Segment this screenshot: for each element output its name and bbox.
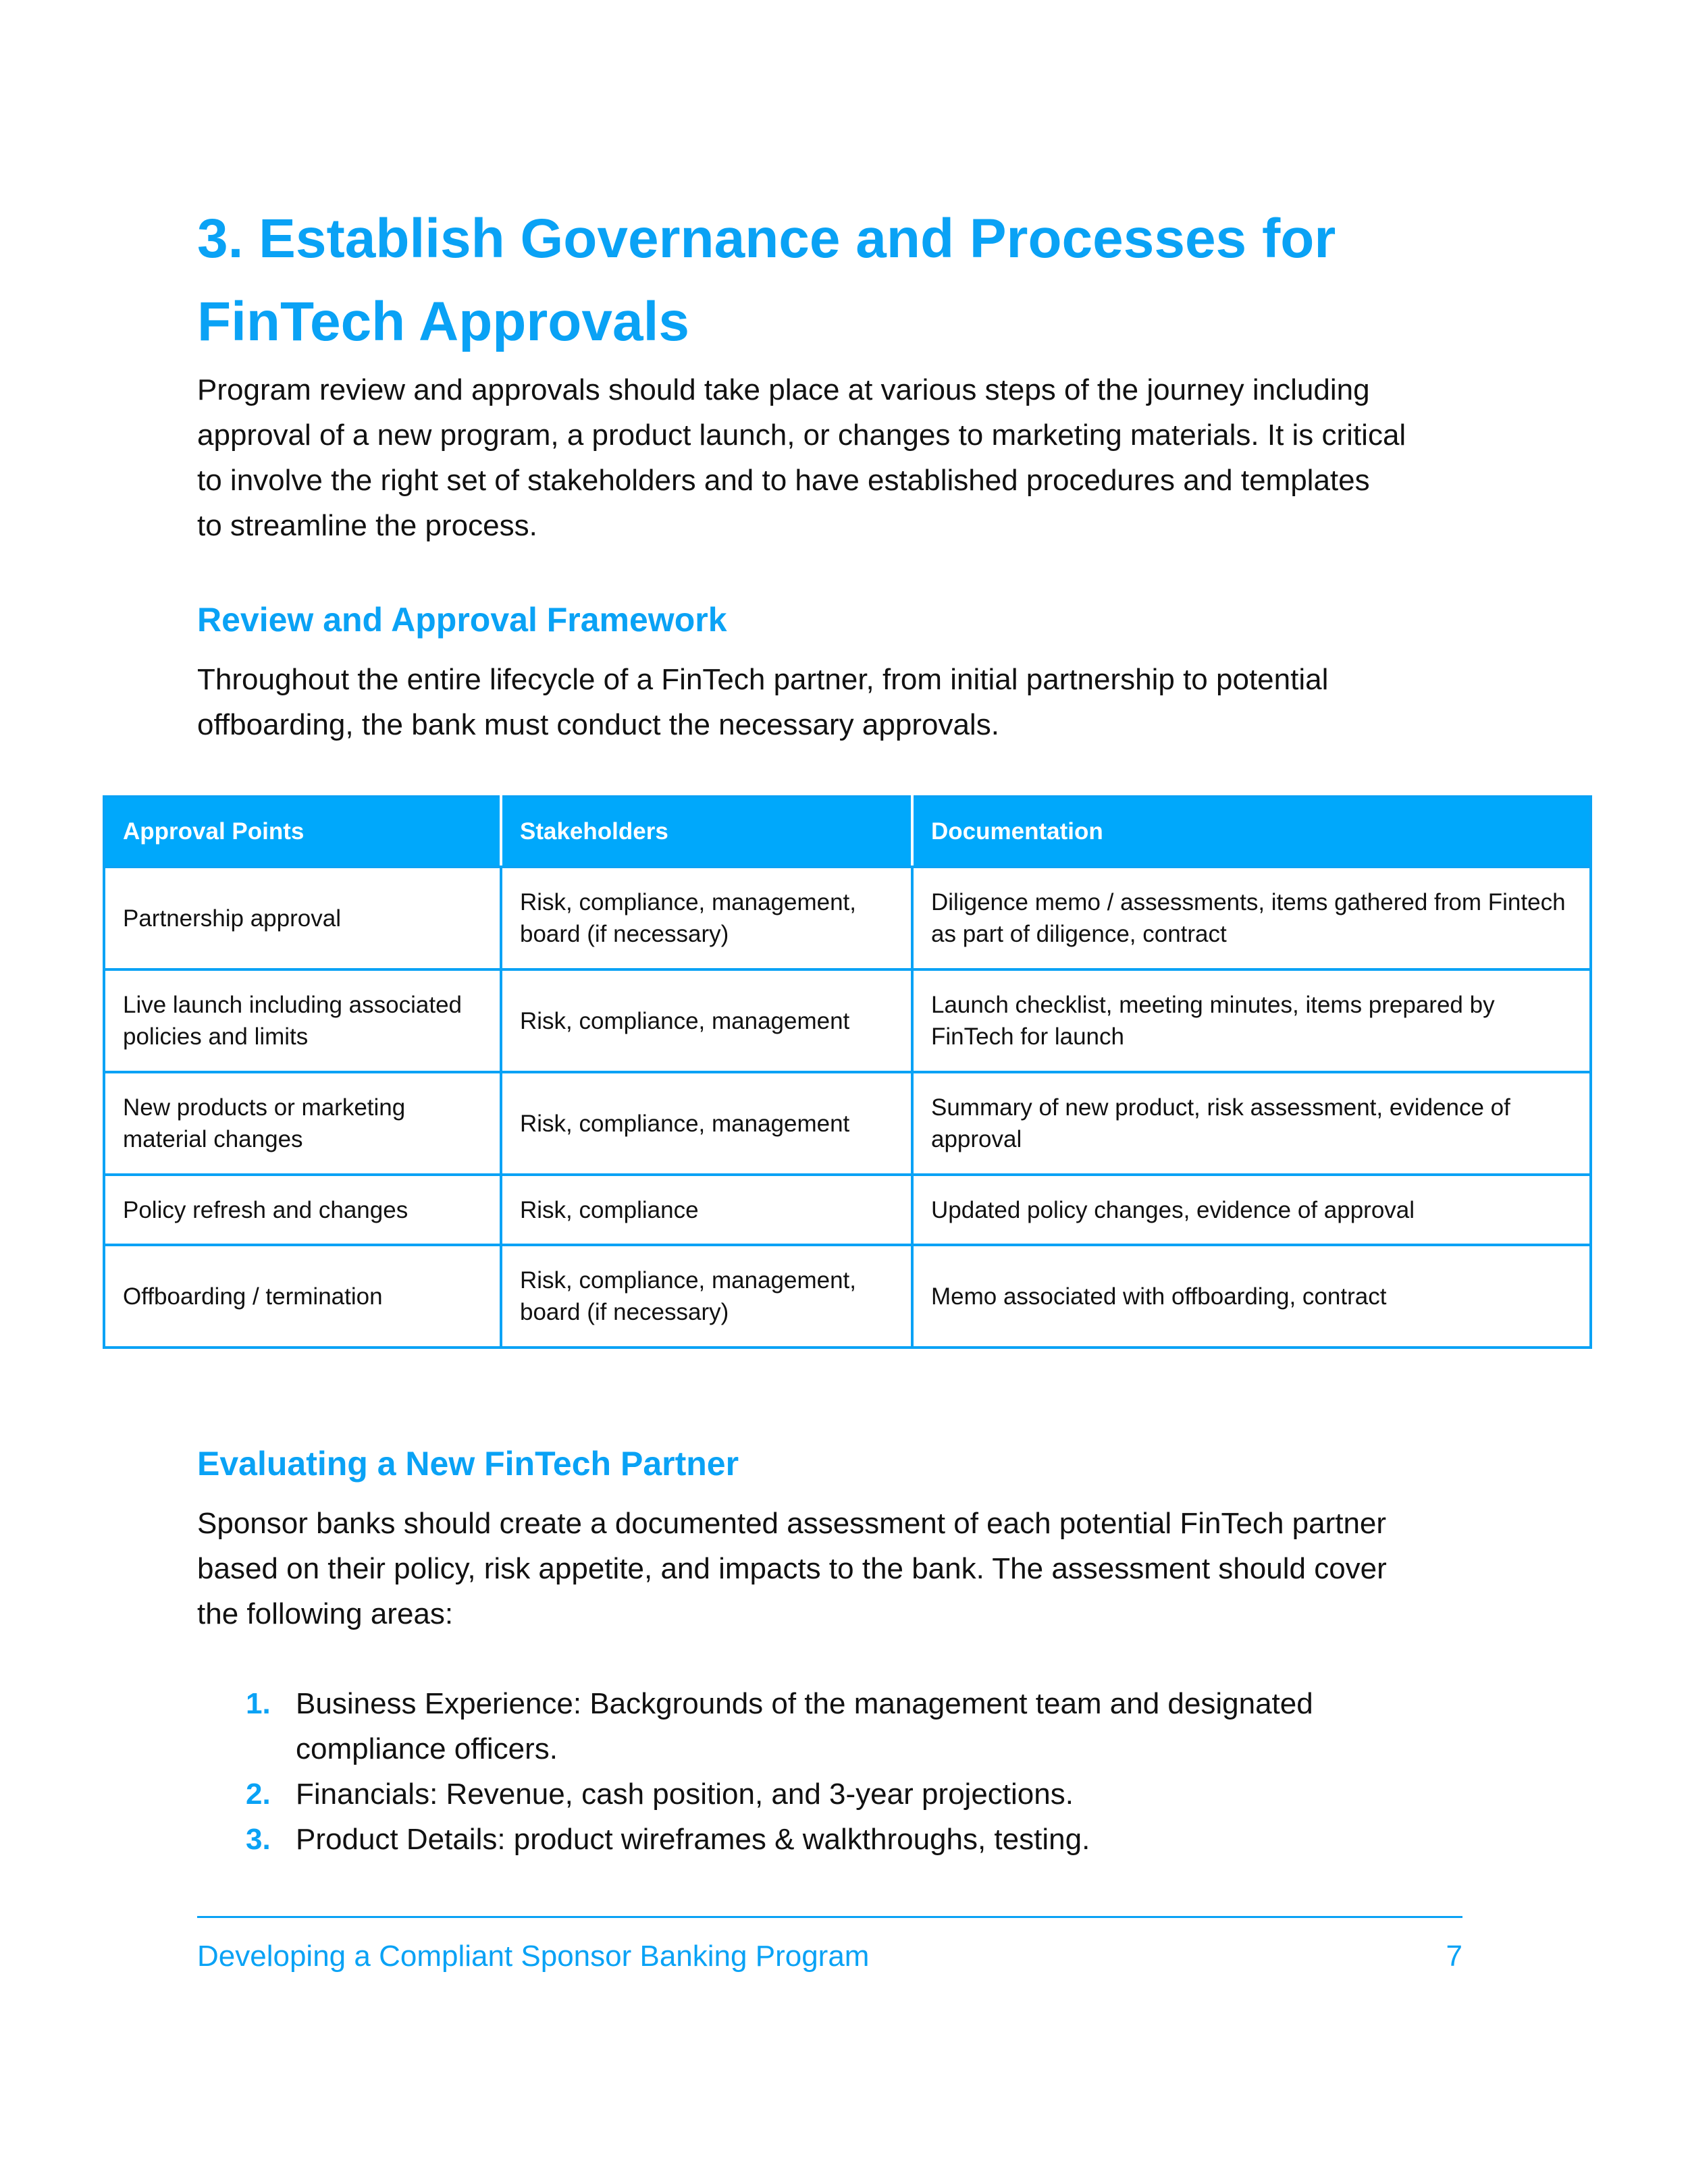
evaluating-line: Sponsor banks should create a documented assessment of each potential FinTech partner xyxy=(197,1507,1387,1540)
documentation-cell: Updated policy changes, evidence of approval xyxy=(912,1175,1591,1245)
list-item-line: Business Experience: Backgrounds of the management team and designated xyxy=(296,1687,1313,1720)
documentation-cell: Diligence memo / assessments, items gathered from Fintech as part of diligence, contract xyxy=(912,867,1591,969)
stakeholders-cell: Risk, compliance, management, board (if necessary) xyxy=(501,867,912,969)
table-header-row xyxy=(104,797,1591,867)
table-row xyxy=(104,1175,1591,1245)
footer-title: Developing a Compliant Sponsor Banking Program xyxy=(197,1940,870,1973)
list-number: 2. xyxy=(246,1778,271,1811)
documentation-cell: Memo associated with offboarding, contract xyxy=(912,1245,1591,1348)
framework-line: offboarding, the bank must conduct the necessary approvals. xyxy=(197,708,999,741)
approval-point-cell: Partnership approval xyxy=(104,867,501,969)
intro-line: to streamline the process. xyxy=(197,509,537,542)
stakeholders-cell: Risk, compliance, management xyxy=(501,969,912,1072)
list-item xyxy=(197,1681,1313,1772)
approval-point-cell: Live launch including associated policies and limits xyxy=(104,969,501,1072)
footer-divider xyxy=(197,1916,1462,1918)
list-number: 1. xyxy=(246,1687,271,1720)
list-number: 3. xyxy=(246,1823,271,1856)
header-approval-points: Approval Points xyxy=(104,797,501,867)
framework-paragraph xyxy=(197,657,1328,747)
intro-line: Program review and approvals should take place at various steps of the journey including xyxy=(197,373,1370,406)
stakeholders-cell: Risk, compliance, management, board (if necessary) xyxy=(501,1245,912,1348)
table-row xyxy=(104,969,1591,1072)
documentation-cell: Launch checklist, meeting minutes, items prepared by FinTech for launch xyxy=(912,969,1591,1072)
framework-heading: Review and Approval Framework xyxy=(197,601,727,639)
list-item xyxy=(197,1817,1313,1862)
intro-paragraph xyxy=(197,367,1406,548)
list-item-line: Product Details: product wireframes & walkthroughs, testing. xyxy=(296,1823,1090,1856)
evaluating-line: based on their policy, risk appetite, and impacts to the bank. The assessment should cover xyxy=(197,1552,1387,1585)
section-title xyxy=(197,197,1480,363)
approval-point-cell: New products or marketing material changes xyxy=(104,1072,501,1175)
evaluating-paragraph xyxy=(197,1501,1387,1636)
list-item-line: compliance officers. xyxy=(296,1732,558,1765)
documentation-cell: Summary of new product, risk assessment, evidence of approval xyxy=(912,1072,1591,1175)
stakeholders-cell: Risk, compliance xyxy=(501,1175,912,1245)
evaluating-line: the following areas: xyxy=(197,1597,454,1630)
page-number: 7 xyxy=(1446,1940,1462,1973)
assessment-areas-list xyxy=(197,1681,1313,1862)
header-stakeholders: Stakeholders xyxy=(501,797,912,867)
table-row xyxy=(104,867,1591,969)
list-item xyxy=(197,1772,1313,1817)
section-title-line: FinTech Approvals xyxy=(197,291,689,352)
stakeholders-cell: Risk, compliance, management xyxy=(501,1072,912,1175)
framework-line: Throughout the entire lifecycle of a FinTech partner, from initial partnership to potential xyxy=(197,663,1329,696)
intro-line: approval of a new program, a product launch, or changes to marketing materials. It is critical xyxy=(197,419,1406,452)
approval-point-cell: Policy refresh and changes xyxy=(104,1175,501,1245)
table-row xyxy=(104,1072,1591,1175)
list-item-line: Financials: Revenue, cash position, and 3-year projections. xyxy=(296,1778,1074,1811)
intro-line: to involve the right set of stakeholders and to have established procedures and templates xyxy=(197,464,1370,497)
approval-table xyxy=(103,795,1592,1349)
header-documentation: Documentation xyxy=(912,797,1591,867)
section-title-line: 3. Establish Governance and Processes for xyxy=(197,208,1336,269)
table-row xyxy=(104,1245,1591,1348)
approval-point-cell: Offboarding / termination xyxy=(104,1245,501,1348)
evaluating-heading: Evaluating a New FinTech Partner xyxy=(197,1445,739,1483)
